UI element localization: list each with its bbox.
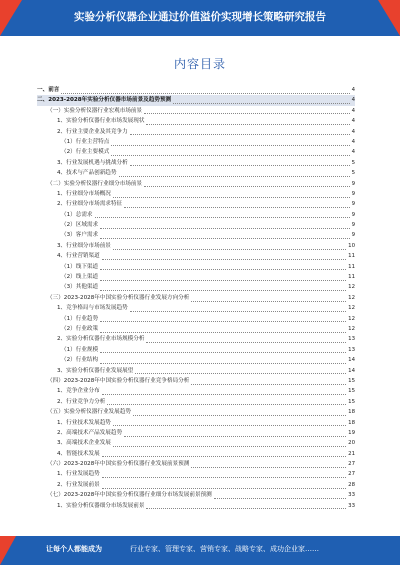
toc-page-number: 19: [348, 429, 355, 436]
toc-entry[interactable]: [37, 158, 355, 168]
toc-entry[interactable]: [37, 116, 355, 126]
toc-dot-leader: [191, 461, 346, 468]
toc-dot-leader: [191, 295, 346, 302]
toc-entry[interactable]: [37, 282, 355, 292]
toc-page-number: 11: [348, 253, 355, 260]
toc-entry[interactable]: [37, 272, 355, 282]
toc-entry[interactable]: [37, 95, 355, 105]
toc-entry-label: （2）行业政策: [61, 325, 99, 332]
toc-page-number: 20: [348, 440, 355, 447]
toc-entry[interactable]: [37, 480, 355, 490]
toc-entry[interactable]: [37, 355, 355, 365]
toc-entry[interactable]: [37, 220, 355, 230]
toc-entry[interactable]: [37, 230, 355, 240]
toc-dot-leader: [214, 492, 346, 499]
header-right-ribbon: [378, 0, 400, 36]
toc-entry[interactable]: [37, 418, 355, 428]
toc-entry[interactable]: [37, 179, 355, 189]
toc-dot-leader: [100, 222, 349, 229]
footer-slogan: 行业专家、管理专家、营销专家、战略专家、成功企业家……: [130, 545, 319, 553]
toc-entry[interactable]: [37, 85, 355, 95]
toc-entry[interactable]: [37, 438, 355, 448]
toc-entry-label: 2、行业主要企业及其竞争力: [57, 128, 128, 135]
toc-dot-leader: [95, 211, 350, 218]
toc-entry[interactable]: [37, 407, 355, 417]
toc-page-number: 27: [348, 461, 355, 468]
toc-entry[interactable]: [37, 490, 355, 500]
toc-entry-label: 1、竞争格局与市场发展趋势: [57, 305, 128, 312]
toc-entry[interactable]: [37, 147, 355, 157]
toc-page-number: 4: [351, 118, 355, 125]
toc-entry-label: （二）实验分析仪器行业细分市场前景: [47, 180, 143, 187]
toc-entry[interactable]: [37, 397, 355, 407]
toc-entry-label: （五）实验分析仪器行业发展趋势: [47, 409, 131, 416]
toc-page-number: 13: [348, 336, 355, 343]
toc-entry[interactable]: [37, 459, 355, 469]
toc-page-number: 12: [348, 284, 355, 291]
toc-page-number: 18: [348, 409, 355, 416]
toc-entry-label: 3、行业发展机遇与挑战分析: [57, 159, 128, 166]
toc-entry[interactable]: [37, 127, 355, 137]
toc-page-number: 9: [351, 232, 355, 239]
toc-page-number: 4: [351, 97, 355, 104]
toc-page-number: 15: [348, 388, 355, 395]
toc-page-number: 28: [348, 481, 355, 488]
toc-dot-leader: [100, 284, 346, 291]
toc-dot-leader: [61, 87, 349, 94]
toc-dot-leader: [133, 409, 346, 416]
toc-dot-leader: [119, 170, 350, 177]
toc-entry[interactable]: [37, 314, 355, 324]
toc-entry-label: 1、实验分析仪器细分市场发展前景: [57, 502, 145, 509]
toc-entry-label: 4、行业营销渠道: [57, 253, 100, 260]
toc-entry[interactable]: [37, 210, 355, 220]
toc-entry-label: （2）线上渠道: [61, 274, 99, 281]
toc-entry[interactable]: [37, 334, 355, 344]
toc-page-number: 9: [351, 190, 355, 197]
toc-entry[interactable]: [37, 324, 355, 334]
toc-entry-label: （3）客户需求: [61, 232, 99, 239]
toc-page-number: 9: [351, 222, 355, 229]
toc-dot-leader: [100, 232, 349, 239]
toc-entry[interactable]: [37, 303, 355, 313]
toc-dot-leader: [124, 201, 349, 208]
toc-page-number: 12: [348, 325, 355, 332]
toc-entry-label: （1）线下渠道: [61, 263, 99, 270]
toc-entry-label: （四）2023-2028年中国实验分析仪器行业竞争格局分析: [47, 377, 190, 384]
toc-page-number: 12: [348, 305, 355, 312]
toc-entry-label: 1、实验分析仪器行业市场发展现状: [57, 118, 145, 125]
toc-page-number: 4: [351, 107, 355, 114]
toc-entry[interactable]: [37, 168, 355, 178]
toc-entry[interactable]: [37, 293, 355, 303]
toc-entry[interactable]: [37, 366, 355, 376]
toc-entry-label: 2、行业细分市场需求特征: [57, 201, 123, 208]
toc-dot-leader: [146, 336, 346, 343]
toc-entry-label: 2、行业竞争力分析: [57, 398, 106, 405]
toc-page-number: 9: [351, 211, 355, 218]
toc-entry-label: （七）2023-2028年中国实验分析仪器行业细分市场发展前景预测: [47, 492, 212, 499]
toc-dot-leader: [102, 253, 346, 260]
toc-dot-leader: [113, 243, 346, 250]
toc-dot-leader: [102, 482, 346, 489]
toc-entry-label: 2、行业发展前景: [57, 481, 100, 488]
toc-dot-leader: [107, 398, 346, 405]
toc-page-number: 15: [348, 377, 355, 384]
toc-dot-leader: [130, 305, 346, 312]
toc-entry[interactable]: [37, 449, 355, 459]
footer-brand: 让每个人都能成为: [46, 545, 102, 553]
toc-entry[interactable]: [37, 262, 355, 272]
toc-entry-label: 4、智能技术发展: [57, 450, 100, 457]
toc-page-number: 4: [351, 138, 355, 145]
toc-entry[interactable]: [37, 251, 355, 261]
toc-entry-label: （三）2023-2028年中国实验分析仪器行业发展方向分析: [47, 294, 190, 301]
toc-entry-label: （2）行业主要模式: [61, 149, 110, 156]
toc-entry[interactable]: [37, 106, 355, 116]
toc-page-number: 9: [351, 180, 355, 187]
toc-entry-label: （1）行业趋势: [61, 315, 99, 322]
toc-entry[interactable]: [37, 345, 355, 355]
toc-page-number: 13: [348, 346, 355, 353]
toc-entry-label: 2、高端技术产品发展趋势: [57, 429, 123, 436]
toc-entry-label: 3、实验分析仪器行业发展展望: [57, 367, 134, 374]
toc-entry-label: 1、竞争企业分布: [57, 388, 100, 395]
toc-entry[interactable]: [37, 241, 355, 251]
header-left-ribbon: [0, 0, 22, 36]
toc-entry[interactable]: [37, 428, 355, 438]
toc-entry-label: 3、行业细分市场前景: [57, 242, 111, 249]
toc-page-number: 4: [351, 87, 355, 93]
toc-page-number: 27: [348, 471, 355, 478]
toc-entry-label: 1、行业发展趋势: [57, 471, 100, 478]
report-title: 实验分析仪器企业通过价值溢价实现增长策略研究报告: [74, 11, 326, 23]
toc-page-number: 5: [351, 170, 355, 177]
toc-dot-leader: [102, 450, 346, 457]
toc-dot-leader: [113, 419, 346, 426]
toc-entry-label: （1）行业规模: [61, 346, 99, 353]
toc-entry-label: （2）行业结构: [61, 357, 99, 364]
toc-page-number: 11: [348, 274, 355, 281]
toc-entry-label: 2、实验分析仪器行业市场规模分析: [57, 336, 145, 343]
toc-dot-leader: [144, 107, 349, 114]
toc-page-number: 9: [351, 201, 355, 208]
toc-entry[interactable]: [37, 189, 355, 199]
toc-dot-leader: [124, 430, 346, 437]
toc-dot-leader: [130, 159, 350, 166]
toc-entry[interactable]: [37, 469, 355, 479]
footer-left-ribbon: [0, 536, 16, 565]
toc-dot-leader: [100, 326, 346, 333]
table-of-contents: [37, 85, 355, 511]
toc-dot-leader: [130, 128, 350, 135]
toc-entry-label: 4、技术与产品创新趋势: [57, 170, 117, 177]
toc-dot-leader: [111, 139, 349, 146]
toc-page-number: 12: [348, 294, 355, 301]
toc-page-number: 10: [348, 242, 355, 249]
toc-entry-label: （3）其他渠道: [61, 284, 99, 291]
toc-dot-leader: [144, 180, 349, 187]
toc-dot-leader: [173, 97, 349, 104]
toc-entry[interactable]: [37, 501, 355, 511]
toc-entry[interactable]: [37, 199, 355, 209]
toc-entry-label: （1）总需求: [61, 211, 93, 218]
toc-page-number: 5: [351, 159, 355, 166]
toc-entry-label: （六）2023-2028年中国实验分析仪器行业发展前景预测: [47, 461, 190, 468]
toc-dot-leader: [100, 346, 346, 353]
toc-heading: 内容目录: [173, 57, 226, 71]
toc-dot-leader: [191, 378, 346, 385]
toc-dot-leader: [135, 367, 346, 374]
toc-page-number: 33: [348, 502, 355, 509]
toc-dot-leader: [100, 315, 346, 322]
toc-entry[interactable]: [37, 137, 355, 147]
toc-entry-label: （一）实验分析仪器行业宏观市场前景: [47, 107, 143, 114]
page-header: [0, 0, 400, 36]
toc-entry-label: 1、行业技术发展趋势: [57, 419, 111, 426]
toc-page-number: 12: [348, 315, 355, 322]
toc-entry-label: 二、2023-2028年实验分析仪器市场前景及趋势预测: [37, 97, 172, 104]
toc-dot-leader: [102, 388, 346, 395]
page-footer: [0, 536, 400, 565]
toc-dot-leader: [102, 471, 346, 478]
toc-dot-leader: [111, 149, 349, 156]
toc-page-number: 4: [351, 128, 355, 135]
toc-page-number: 14: [348, 367, 355, 374]
toc-dot-leader: [113, 440, 346, 447]
toc-page-number: 14: [348, 357, 355, 364]
toc-entry-label: 一、前言: [37, 87, 60, 93]
toc-page-number: 33: [348, 492, 355, 499]
toc-dot-leader: [100, 357, 346, 364]
toc-entry-label: 1、行业细分市场概况: [57, 190, 111, 197]
toc-entry-label: （1）行业主营特点: [61, 138, 110, 145]
toc-dot-leader: [100, 263, 346, 270]
toc-dot-leader: [146, 118, 349, 125]
toc-dot-leader: [113, 191, 350, 198]
toc-page-number: 11: [348, 263, 355, 270]
toc-entry-label: （2）区域需求: [61, 222, 99, 229]
toc-page-number: 15: [348, 398, 355, 405]
toc-dot-leader: [100, 274, 346, 281]
toc-page-number: 4: [351, 149, 355, 156]
toc-dot-leader: [146, 502, 346, 509]
toc-page-number: 21: [348, 450, 355, 457]
toc-page-number: 18: [348, 419, 355, 426]
toc-entry-label: 3、高端技术企业发展: [57, 440, 111, 447]
toc-entry[interactable]: [37, 376, 355, 386]
toc-entry[interactable]: [37, 386, 355, 396]
